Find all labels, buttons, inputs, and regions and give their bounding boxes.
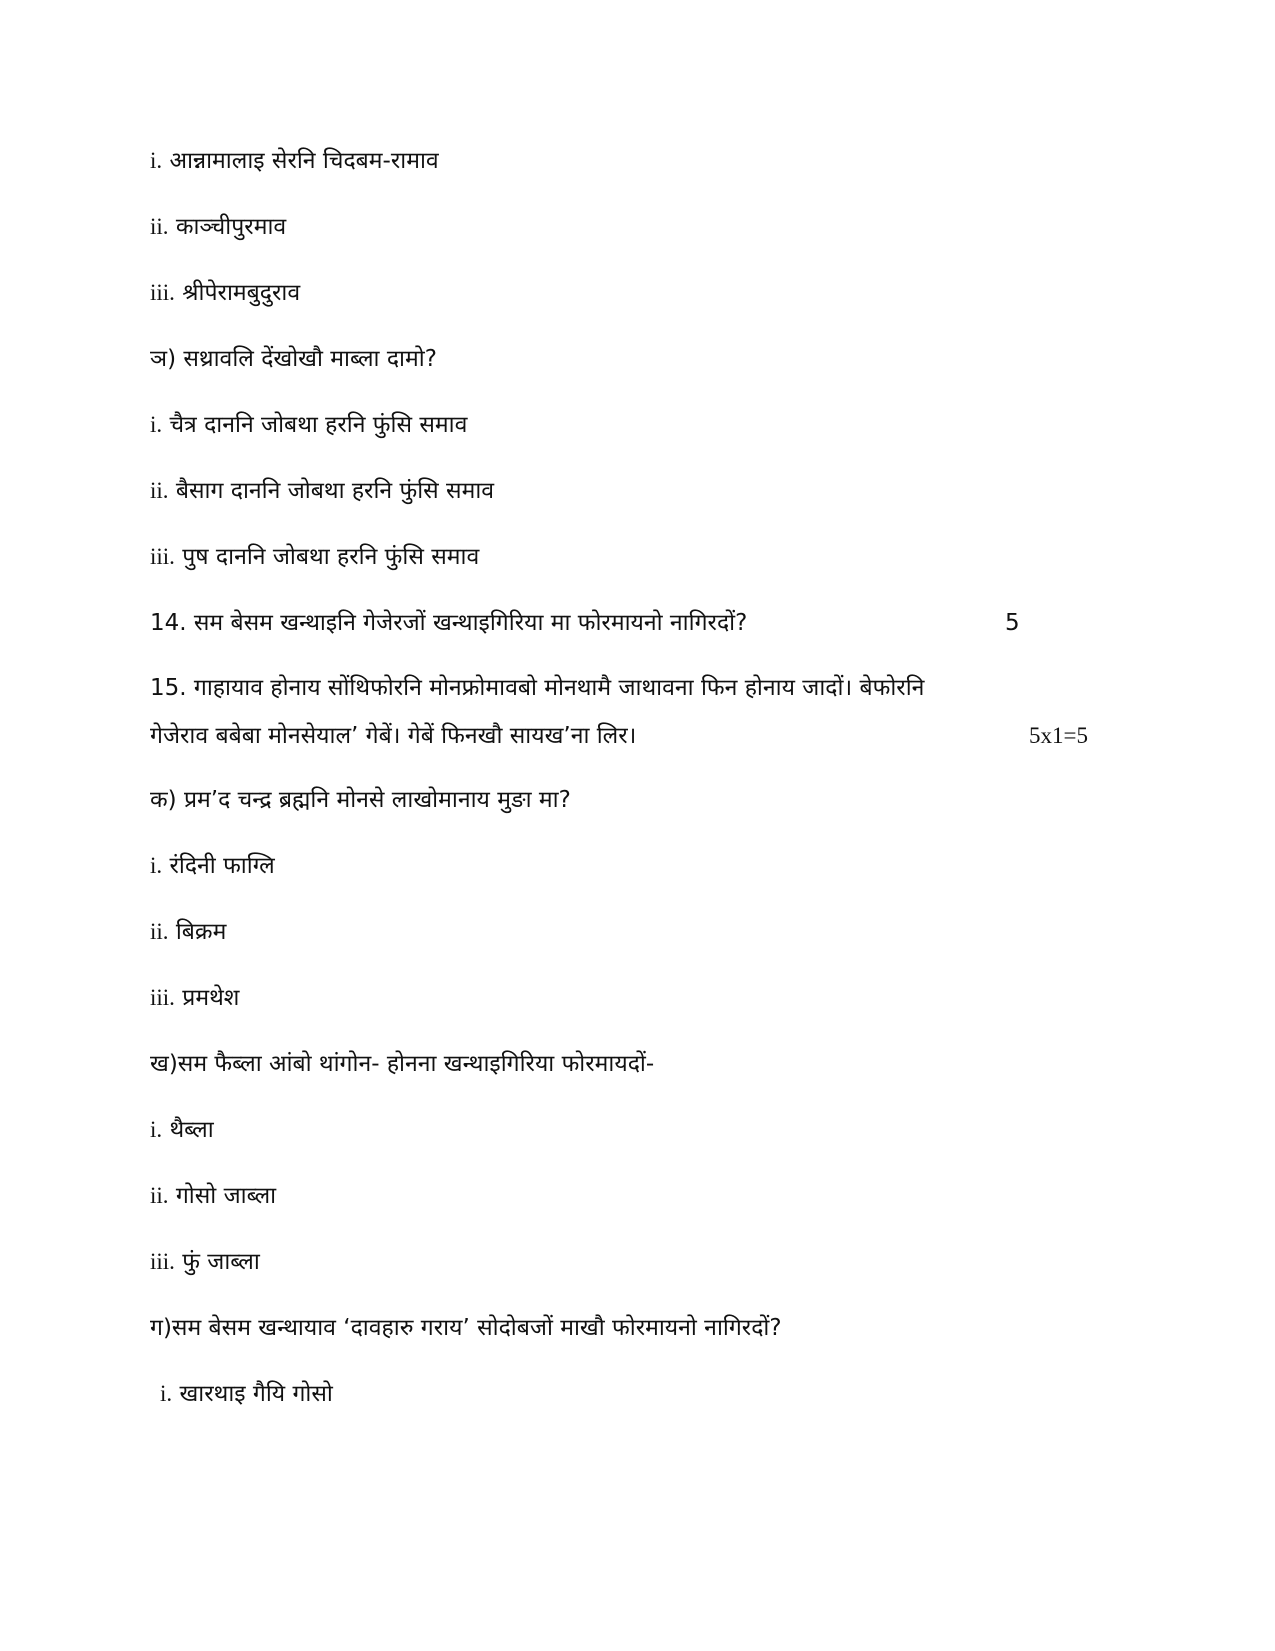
option-number: ii.	[150, 478, 169, 503]
option-ii	[150, 917, 226, 947]
option-number: i.	[150, 853, 163, 878]
option-number: i.	[160, 1381, 173, 1406]
option-text: चैत्र दाननि जोबथा हरनि फुंसि समाव	[169, 412, 468, 438]
option-text: खारथाइ गैयि गोसो	[179, 1381, 333, 1407]
option-number: ii.	[150, 919, 169, 944]
option-number: i.	[150, 412, 163, 437]
option-number: iii.	[150, 280, 175, 305]
option-number: i.	[150, 148, 163, 173]
marks-15: 5x1=5	[1029, 723, 1088, 748]
option-number: ii.	[150, 214, 169, 239]
option-i	[150, 410, 467, 440]
option-iii	[150, 278, 300, 308]
option-text: गोसो जाब्ला	[175, 1183, 277, 1209]
option-i	[150, 1115, 214, 1145]
option-text: थैब्ला	[169, 1117, 214, 1143]
question-15-line-2	[150, 712, 1125, 760]
option-text: रंदिनी फाग्लि	[169, 853, 275, 879]
option-ii	[150, 212, 286, 242]
option-number: iii.	[150, 544, 175, 569]
question-jna: ञ) सथ्रावलि देंखोखौ माब्ला दामो?	[150, 346, 437, 372]
question-ka: क) प्रम’द चन्द्र ब्रह्मनि मोनसे लाखोमानाय मुङा मा?	[150, 787, 571, 813]
option-text: बिक्रम	[175, 919, 227, 945]
marks-14: 5	[1005, 610, 1020, 636]
option-number: ii.	[150, 1183, 169, 1208]
option-number: iii.	[150, 985, 175, 1010]
option-ii	[150, 476, 494, 506]
option-text: आन्नामालाइ सेरनि चिदबम-रामाव	[169, 148, 439, 174]
question-15-text: गेजेराव बबेबा मोनसेयाल’ गेबें। गेबें फिनखौ सायख’ना लिर।	[150, 723, 637, 749]
option-text: फुं जाब्ला	[182, 1249, 260, 1275]
question-kha: ख)सम फैब्ला आंबो थांगोन- होनना खन्थाइगिरिया फोरमायदों-	[150, 1051, 655, 1077]
option-iii	[150, 983, 239, 1013]
option-text: बैसाग दाननि जोबथा हरनि फुंसि समाव	[175, 478, 495, 504]
option-iii	[150, 542, 479, 572]
option-i	[150, 146, 439, 176]
question-14: 14. सम बेसम खन्थाइनि गेजेरजों खन्थाइगिरिया मा फोरमायनो नागिरदों?	[150, 610, 748, 636]
option-number: i.	[150, 1117, 163, 1142]
question-ga: ग)सम बेसम खन्थायाव ‘दावहारु गराय’ सोदोबजों माखौ फोरमायनो नागिरदों?	[150, 1315, 782, 1341]
option-text: श्रीपेरामबुदुराव	[182, 280, 301, 306]
option-text: काञ्चीपुरमाव	[175, 214, 287, 240]
option-ii	[150, 1181, 276, 1211]
option-text: प्रमथेश	[182, 985, 240, 1011]
option-number: iii.	[150, 1249, 175, 1274]
question-15	[150, 664, 1125, 760]
option-iii	[150, 1247, 260, 1277]
option-text: पुष दाननि जोबथा हरनि फुंसि समाव	[182, 544, 480, 570]
option-i	[150, 851, 275, 881]
option-i	[160, 1379, 333, 1409]
question-15-line-1: 15. गाहायाव होनाय सोंथिफोरनि मोनफ्रोमावबो मोनथामै जाथावना फिन होनाय जादों। बेफोरनि	[150, 675, 925, 701]
